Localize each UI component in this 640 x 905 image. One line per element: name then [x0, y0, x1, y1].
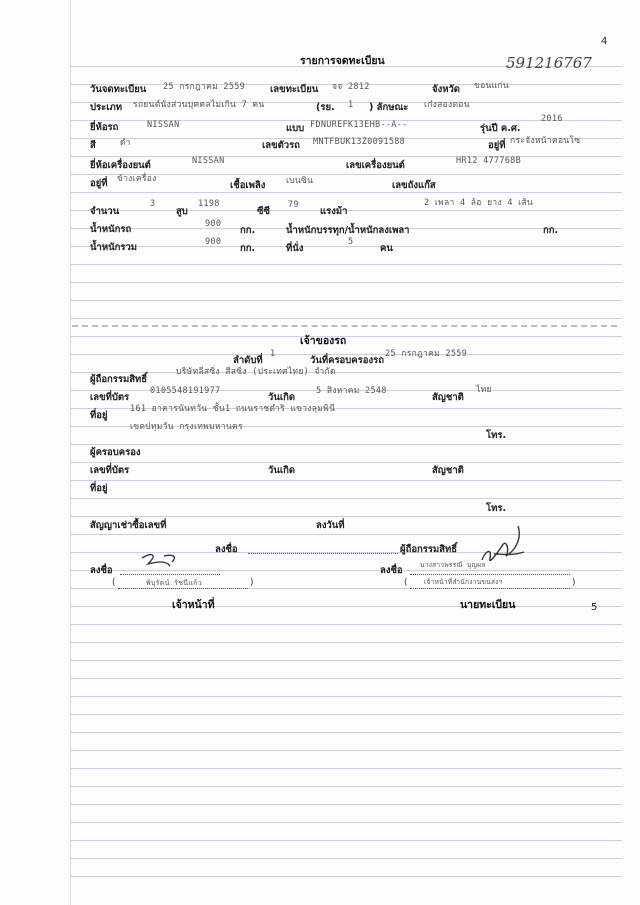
kg-label-3: กก. [240, 243, 256, 254]
sign-label-3: ลงชื่อ [380, 565, 403, 576]
color-label: สี [90, 140, 96, 151]
registrar-title: นายทะเบียน [460, 599, 516, 611]
possessor-label: ผู้ครอบครอง [90, 447, 141, 458]
sign-dots-1 [248, 553, 398, 554]
model-year-value: 2016 [541, 114, 563, 124]
piston-label: สูบ [176, 206, 188, 217]
ruled-line [70, 750, 622, 751]
engine-brand-label: ยี่ห้อเครื่องยนต์ [90, 160, 151, 171]
ruled-line [70, 300, 622, 301]
axle-value: 2 เพลา 4 ล้อ ยาง 4 เส้น [424, 198, 533, 208]
engine-brand-value: NISSAN [192, 156, 225, 166]
chassis-loc-label: อยู่ที่ [488, 140, 506, 151]
bleed-through-line [72, 325, 617, 327]
character-label: ) ลักษณะ [369, 102, 409, 113]
brand-label: ยี่ห้อรถ [90, 122, 119, 133]
page-number-side: 5 [591, 602, 598, 613]
count-value: 3 [150, 199, 156, 209]
owner-address-line2: เขตปทุมวัน กรุงเทพมหานคร [130, 422, 243, 432]
order-value: 1 [270, 349, 276, 359]
seats-label: ที่นั่ง [286, 243, 304, 254]
owner-id-value: 0105548191977 [150, 386, 221, 396]
ruled-line [70, 786, 622, 787]
kg-label-1: กก. [240, 225, 256, 236]
weight-label: น้ำหนักรถ [90, 224, 132, 235]
possessor-address-label: ที่อยู่ [90, 483, 108, 494]
ruled-line [70, 678, 622, 679]
handwritten-number: 591216767 [506, 54, 592, 72]
reg-date-label: วันจดทะเบียน [90, 84, 147, 95]
registrar-office: เจ้าหน้าที่สำนักงานขนส่งฯ [424, 578, 503, 586]
ruled-line [70, 624, 622, 625]
fuel-value: เบนซิน [286, 176, 314, 186]
possessor-tel-label: โทร. [486, 503, 507, 514]
owner-address-label: ที่อยู่ [90, 410, 108, 421]
fuel-label: เชื้อเพลิง [230, 180, 266, 191]
reg-date-value: 25 กรกฎาคม 2559 [163, 82, 246, 92]
possession-date-value: 25 กรกฎาคม 2559 [385, 349, 468, 359]
ruled-line [70, 462, 622, 463]
total-weight-label: น้ำหนักรวม [90, 242, 138, 253]
cc-value: 79 [288, 200, 299, 210]
model-value: FDNUREFK13EHB--A-- [310, 120, 408, 130]
registrar-paren-close: ) [572, 578, 576, 588]
model-year-label: รุ่นปี ค.ศ. [480, 123, 521, 134]
engine-loc-label: อยู่ที่ [90, 178, 108, 189]
owner-tel-label: โทร. [486, 430, 507, 441]
model-label: แบบ [286, 123, 305, 134]
officer-name: พิบุรัตน์ รัชนีแก้ว [146, 579, 202, 587]
cc-label: ซีซี [257, 206, 270, 217]
ruled-line [70, 732, 622, 733]
ruled-line [70, 840, 622, 841]
owner-nationality-label: สัญชาติ [432, 392, 464, 403]
ruled-line [70, 318, 622, 319]
ruled-line [70, 516, 622, 517]
lease-date-label: ลงวันที่ [316, 520, 345, 531]
owner-title: เจ้าของรถ [300, 335, 347, 347]
weight-value: 900 [205, 219, 222, 229]
possessor-birth-label: วันเกิด [268, 465, 295, 476]
possession-date-label: วันที่ครอบครองรถ [310, 355, 384, 366]
engine-loc-value: ข้างเครื่อง [117, 174, 157, 184]
ruled-line [70, 606, 622, 607]
ruled-line [70, 246, 622, 247]
color-value: ดำ [120, 138, 131, 148]
ruled-line [70, 876, 622, 877]
owner-nationality-value: ไทย [476, 385, 492, 395]
ruled-line [70, 768, 622, 769]
registration-title: รายการจดทะเบียน [300, 55, 385, 67]
count-label: จำนวน [90, 206, 120, 217]
owner-sign-label: ผู้ถือกรรมสิทธิ์ [400, 544, 458, 555]
reg-no-label: เลขทะเบียน [270, 84, 319, 95]
type-label: ประเภท [90, 102, 123, 113]
margin-line [70, 0, 71, 905]
ruled-line [70, 804, 622, 805]
officer-signature-mark [138, 548, 186, 574]
reg-no-value: จจ 2812 [332, 82, 370, 92]
officer-title: เจ้าหน้าที่ [172, 599, 215, 611]
officer-paren-open: ( [112, 578, 116, 588]
province-value: ขอนแก่น [474, 81, 509, 91]
lease-contract-label: สัญญาเช่าซื้อเลขที่ [90, 520, 167, 531]
piston-value: 1198 [198, 199, 220, 209]
chassis-label: เลขตัวรถ [262, 140, 300, 151]
owner-value: บริษัทลีสซิ่ง สีสซิ่ง (ประเทศไทย) จำกัด [176, 367, 336, 377]
possessor-id-label: เลขที่บัตร [90, 465, 130, 476]
ruled-line [70, 858, 622, 859]
registrar-name-dots [410, 588, 570, 589]
engine-no-value: HR12 477768B [456, 156, 522, 166]
seats-value: 5 [348, 237, 354, 247]
character-value: เก๋งสองตอน [424, 100, 470, 110]
ro-label: (รย. [316, 102, 335, 113]
sign-label-1: ลงชื่อ [215, 544, 238, 555]
ruled-line [70, 372, 622, 373]
sign-label-2: ลงชื่อ [90, 565, 113, 576]
ruled-line [70, 192, 622, 193]
ruled-line [70, 714, 622, 715]
owner-label: ผู้ถือกรรมสิทธิ์ [90, 374, 148, 385]
officer-paren-close: ) [250, 578, 254, 588]
sign-dots-2 [120, 574, 220, 575]
ruled-line [70, 642, 622, 643]
order-label: ลำดับที่ [233, 355, 263, 366]
hp-label: แรงม้า [320, 206, 348, 217]
registrar-name: นางสาวพรรณี บุญผล [420, 561, 486, 569]
total-weight-value: 900 [205, 237, 222, 247]
brand-value: NISSAN [147, 120, 180, 130]
chassis-loc-value: กระจังหน้าคอนโซ [510, 136, 581, 146]
possessor-nationality-label: สัญชาติ [432, 465, 464, 476]
engine-no-label: เลขเครื่องยนต์ [346, 160, 405, 171]
registrar-paren-open: ( [404, 578, 408, 588]
ruled-line [70, 660, 622, 661]
seats-unit: คน [380, 243, 393, 254]
ro-value: 1 [348, 100, 354, 110]
province-label: จังหวัด [432, 84, 460, 95]
sign-dots-3 [410, 574, 570, 575]
owner-id-label: เลขที่บัตร [90, 392, 130, 403]
page-number-top: 4 [601, 36, 608, 47]
ruled-line [70, 696, 622, 697]
ruled-line [70, 480, 622, 481]
type-value: รถยนต์นั่งส่วนบุคคลไม่เกิน 7 คน [133, 100, 265, 110]
owner-birth-label: วันเกิด [268, 392, 295, 403]
ruled-line [70, 822, 622, 823]
ruled-line [70, 264, 622, 265]
kg-label-2: กก. [543, 225, 559, 236]
owner-birth-value: 5 สิงหาคม 2548 [316, 386, 387, 396]
ruled-line [70, 444, 622, 445]
ruled-line [70, 282, 622, 283]
owner-address-line1: 161 อาคารนันทวัน ชั้น1 ถนนราชดำริ แขวงลุมพินี [130, 404, 336, 414]
chassis-value: MNTFBUK13Z0091588 [313, 137, 406, 147]
gas-tank-label: เลขถังแก๊ส [392, 180, 436, 191]
ruled-line [70, 156, 622, 157]
ruled-line [70, 498, 622, 499]
load-label: น้ำหนักบรรทุก/น้ำหนักลงเพลา [286, 225, 410, 236]
